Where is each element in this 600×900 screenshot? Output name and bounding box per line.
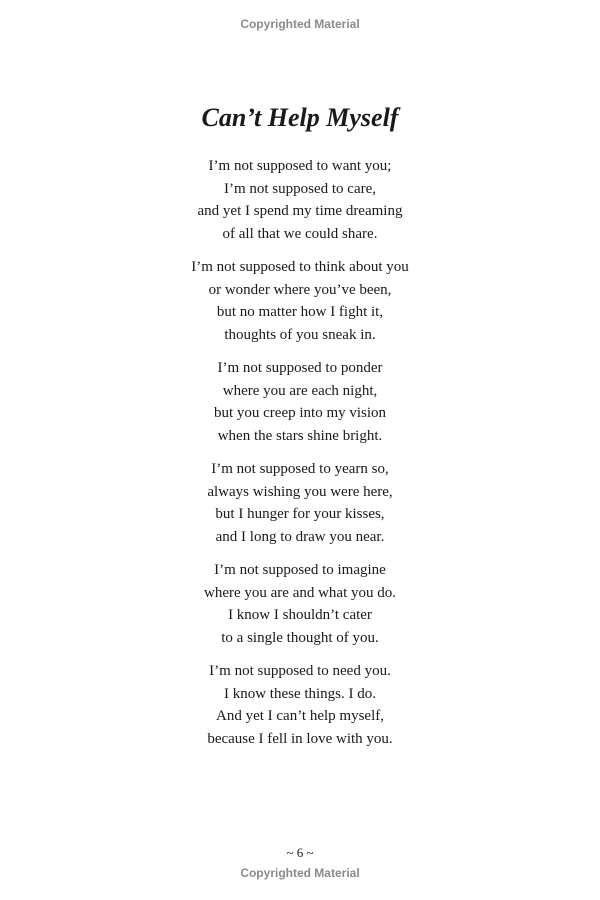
poem-line: I know these things. I do. [223,685,377,702]
poem-line: because I fell in love with you. [207,730,393,747]
copyright-watermark-top: Copyrighted Material [240,17,360,31]
poem-line: or wonder where you’ve been, [208,281,392,298]
poem-line: of all that we could share. [222,225,378,242]
poem-line: I’m not supposed to want you; [208,158,392,174]
poem-line: and I long to draw you near. [215,528,385,545]
poem-line: always wishing you were here, [207,483,393,500]
poem-line: I’m not supposed to care, [223,180,377,197]
stanza-2 [0,256,600,346]
poem-line: And yet I can’t help myself, [215,708,384,724]
stanza-6 [0,660,600,750]
poem-line: I’m not supposed to ponder [217,360,383,376]
poem-line: I’m not supposed to imagine [214,562,386,578]
poem-line: but I hunger for your kisses, [215,506,385,522]
stanza-4 [0,458,600,548]
poem-line: where you are and what you do. [203,584,397,601]
poem-line: I know I shouldn’t cater [228,607,372,623]
stanza-5 [0,559,600,649]
poem-line: when the stars shine bright. [217,427,383,444]
page-number: ~ 6 ~ [286,845,314,860]
poem-line: I’m not supposed to think about you [191,259,409,275]
poem-line: I’m not supposed to yearn so, [211,461,389,477]
stanza-3 [0,357,600,447]
poem-title: Can’t Help Myself [201,103,399,132]
poem-line: where you are each night, [222,382,378,399]
copyright-watermark-bottom: Copyrighted Material [240,866,360,880]
poem-line: thoughts of you sneak in. [224,326,376,343]
poem-line: but no matter how I fight it, [216,304,384,320]
poem-line: to a single thought of you. [221,629,379,646]
poem-line: and yet I spend my time dreaming [197,203,403,219]
poem-body [0,155,600,761]
poem-line: I’m not supposed to need you. [209,663,391,679]
poem-line: but you creep into my vision [213,405,387,421]
stanza-1 [0,155,600,245]
